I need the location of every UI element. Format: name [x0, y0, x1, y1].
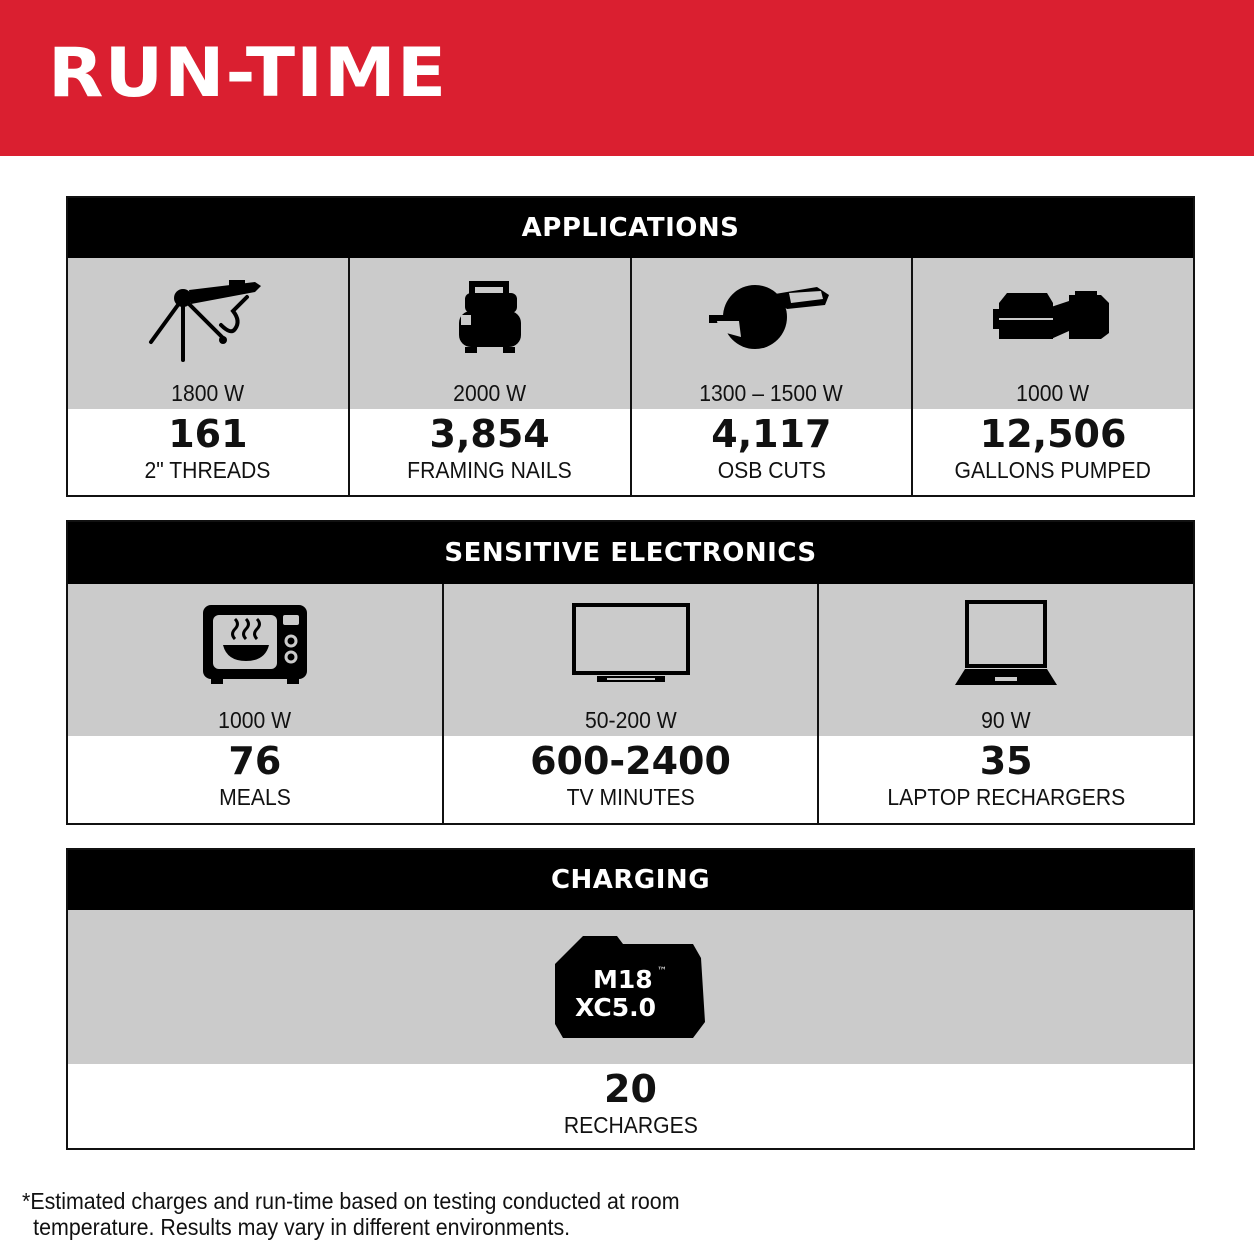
- application-card-nails: [348, 258, 630, 495]
- circular-saw-icon: [632, 262, 912, 372]
- runtime-value: 76: [228, 739, 282, 783]
- page-title: RUN-TIME: [48, 34, 448, 113]
- runtime-label: RECHARGES: [563, 1112, 698, 1138]
- watts-label: 50-200 W: [584, 707, 677, 733]
- air-compressor-icon: [350, 262, 630, 372]
- runtime-label: GALLONS PUMPED: [954, 457, 1152, 483]
- runtime-label: TV MINUTES: [566, 784, 695, 810]
- tv-icon: [444, 589, 818, 699]
- microwave-icon: [68, 589, 442, 699]
- watts-label: 1300 – 1500 W: [699, 380, 844, 406]
- footnote-line-2: temperature. Results may vary in different environments.: [33, 1214, 571, 1240]
- charging-section: [66, 848, 1195, 1150]
- application-card-osb-cuts: [630, 258, 912, 495]
- watts-label: 2000 W: [453, 380, 527, 406]
- header-banner: [0, 0, 1254, 156]
- pipe-threader-icon: [68, 262, 348, 372]
- runtime-value: 3,854: [429, 412, 550, 456]
- runtime-label: FRAMING NAILS: [407, 457, 572, 483]
- footnote-line-1: *Estimated charges and run-time based on testing conducted at room: [22, 1188, 680, 1214]
- watts-label: 1800 W: [171, 380, 245, 406]
- application-card-gallons: [911, 258, 1193, 495]
- runtime-value: 161: [168, 412, 248, 456]
- water-pump-icon: [913, 262, 1193, 372]
- battery-trademark: ™: [656, 966, 667, 977]
- electronics-section: [66, 520, 1195, 825]
- battery-model: M18: [592, 965, 653, 994]
- runtime-label: MEALS: [218, 784, 291, 810]
- watts-label: 1000 W: [1016, 380, 1090, 406]
- applications-heading: APPLICATIONS: [68, 198, 1193, 258]
- runtime-label: 2" THREADS: [144, 457, 271, 483]
- charging-heading: CHARGING: [68, 850, 1193, 910]
- runtime-value: 20: [604, 1067, 657, 1111]
- runtime-label: OSB CUTS: [717, 457, 826, 483]
- electronics-card-tv: [442, 584, 818, 823]
- runtime-value: 35: [979, 739, 1033, 783]
- footnote: [22, 1188, 680, 1240]
- applications-section: [66, 196, 1195, 497]
- electronics-heading: SENSITIVE ELECTRONICS: [68, 522, 1193, 584]
- laptop-icon: [819, 589, 1193, 699]
- runtime-value: 600-2400: [530, 739, 731, 783]
- runtime-value: 4,117: [711, 412, 832, 456]
- battery-icon: [553, 932, 709, 1042]
- watts-label: 1000 W: [218, 707, 292, 733]
- charging-card: [68, 910, 1193, 1148]
- electronics-card-laptop: [817, 584, 1193, 823]
- watts-label: 90 W: [981, 707, 1031, 733]
- application-card-threads: [68, 258, 348, 495]
- runtime-value: 12,506: [979, 412, 1127, 456]
- runtime-label: LAPTOP RECHARGERS: [887, 784, 1126, 810]
- battery-capacity: XC5.0: [574, 993, 656, 1022]
- electronics-card-meals: [68, 584, 442, 823]
